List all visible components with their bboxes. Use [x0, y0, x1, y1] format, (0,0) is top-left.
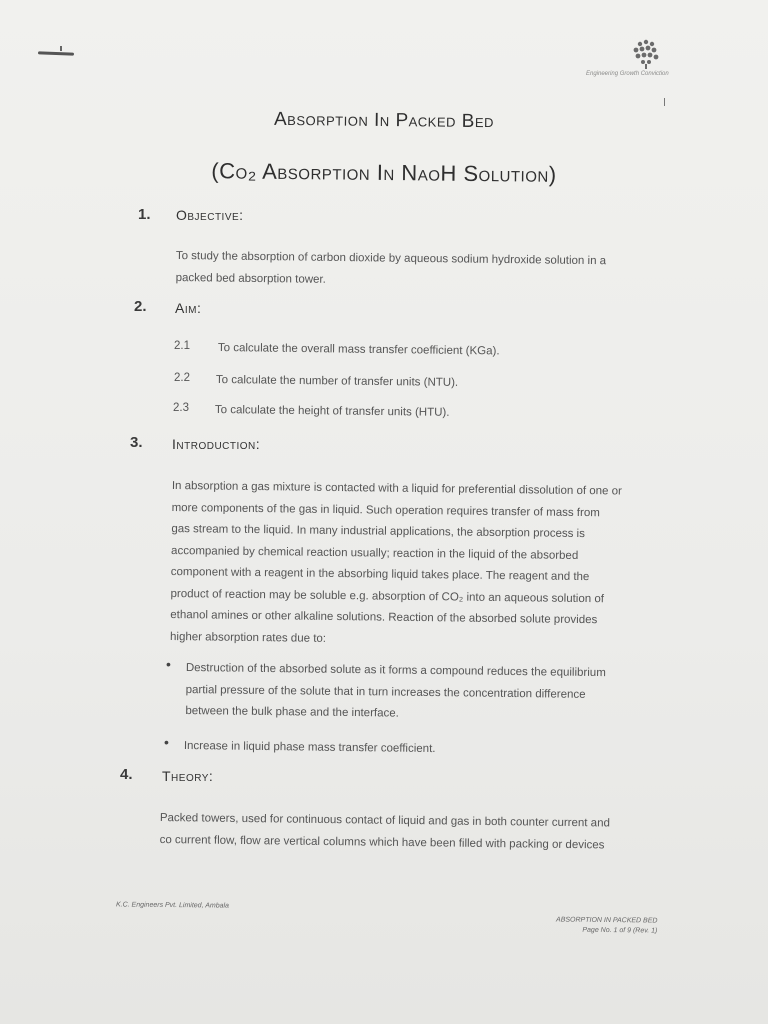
text-line: higher absorption rates due to: [169, 630, 327, 645]
footer-company: K.C. Engineers Pvt. Limited, Ambala [115, 901, 230, 910]
document-title: Absorption In Packed Bed [273, 108, 495, 133]
section-number: 2. [134, 298, 147, 315]
section-heading-introduction: Introduction: [172, 436, 261, 452]
section-heading-theory: Theory: [162, 768, 214, 784]
text-line: co current flow, flow are vertical columns which have been filled with packing or devices [159, 833, 605, 851]
logo-caption: Engineering Growth Conviction [586, 71, 669, 77]
aim-item-number: 2.2 [174, 372, 190, 384]
bullet-item-text [184, 736, 696, 764]
text-line: Destruction of the absorbed solute as it forms a compound reduces the equilibrium [185, 661, 606, 680]
text-line: product of reaction may be soluble e.g. absorption of CO₂ into an aqueous solution of [170, 587, 605, 605]
aim-item-text: To calculate the number of transfer units (NTU). [215, 374, 459, 389]
section-heading-aim: Aim: [175, 300, 202, 316]
section-number: 1. [138, 206, 151, 223]
text-line: more components of the gas in liquid. Such operation requires transfer of mass from [171, 501, 600, 519]
section-number: 4. [120, 766, 133, 783]
bullet-item-text [185, 658, 698, 729]
text-line: component with a reagent in the absorbing liquid takes place. The reagent and the [170, 565, 590, 584]
section-heading-objective: Objective: [176, 207, 244, 223]
text-line: partial pressure of the solute that in turn increases the concentration difference [185, 683, 586, 701]
punch-mark [38, 51, 74, 55]
company-logo-icon [590, 36, 710, 86]
aim-item-text: To calculate the overall mass transfer coefficient (KGa). [217, 342, 500, 358]
text-line: Packed towers, used for continuous contact of liquid and gas in both counter current and [159, 811, 610, 830]
text-line: In absorption a gas mixture is contacted with a liquid for preferential dissolution of one or [171, 479, 622, 498]
document-subtitle: (Co₂ Absorption In NaoH Solution) [211, 158, 557, 187]
text-line: gas stream to the liquid. In many industrial applications, the absorption process is [171, 522, 585, 541]
footer-page-number: Page No. 1 of 9 (Rev. 1) [582, 926, 658, 935]
aim-item-number: 2.3 [173, 402, 189, 414]
introduction-text [170, 476, 700, 654]
page-tick [664, 98, 665, 106]
section-number: 3. [130, 434, 143, 451]
bullet-icon: • [166, 656, 171, 672]
footer-doc-title: ABSORPTION IN PACKED BED [556, 916, 658, 925]
aim-item-text: To calculate the height of transfer units (HTU). [214, 404, 450, 419]
footer-page-info [556, 915, 658, 936]
text-line: accompanied by chemical reaction usually; reaction in the liquid of the absorbed [171, 544, 579, 562]
theory-text [159, 808, 693, 858]
bullet-icon: • [164, 734, 169, 750]
text-line: ethanol amines or other alkaline solutions. Reaction of the absorbed solute provides [170, 608, 598, 627]
objective-text [175, 246, 705, 295]
text-line: packed bed absorption tower. [175, 271, 326, 286]
text-line: To study the absorption of carbon dioxide by aqueous sodium hydroxide solution in a [175, 249, 607, 268]
aim-item-number: 2.1 [174, 340, 190, 352]
punch-mark-tick [60, 46, 62, 51]
text-line: Increase in liquid phase mass transfer coefficient. [183, 739, 436, 756]
text-line: between the bulk phase and the interface. [185, 704, 399, 720]
